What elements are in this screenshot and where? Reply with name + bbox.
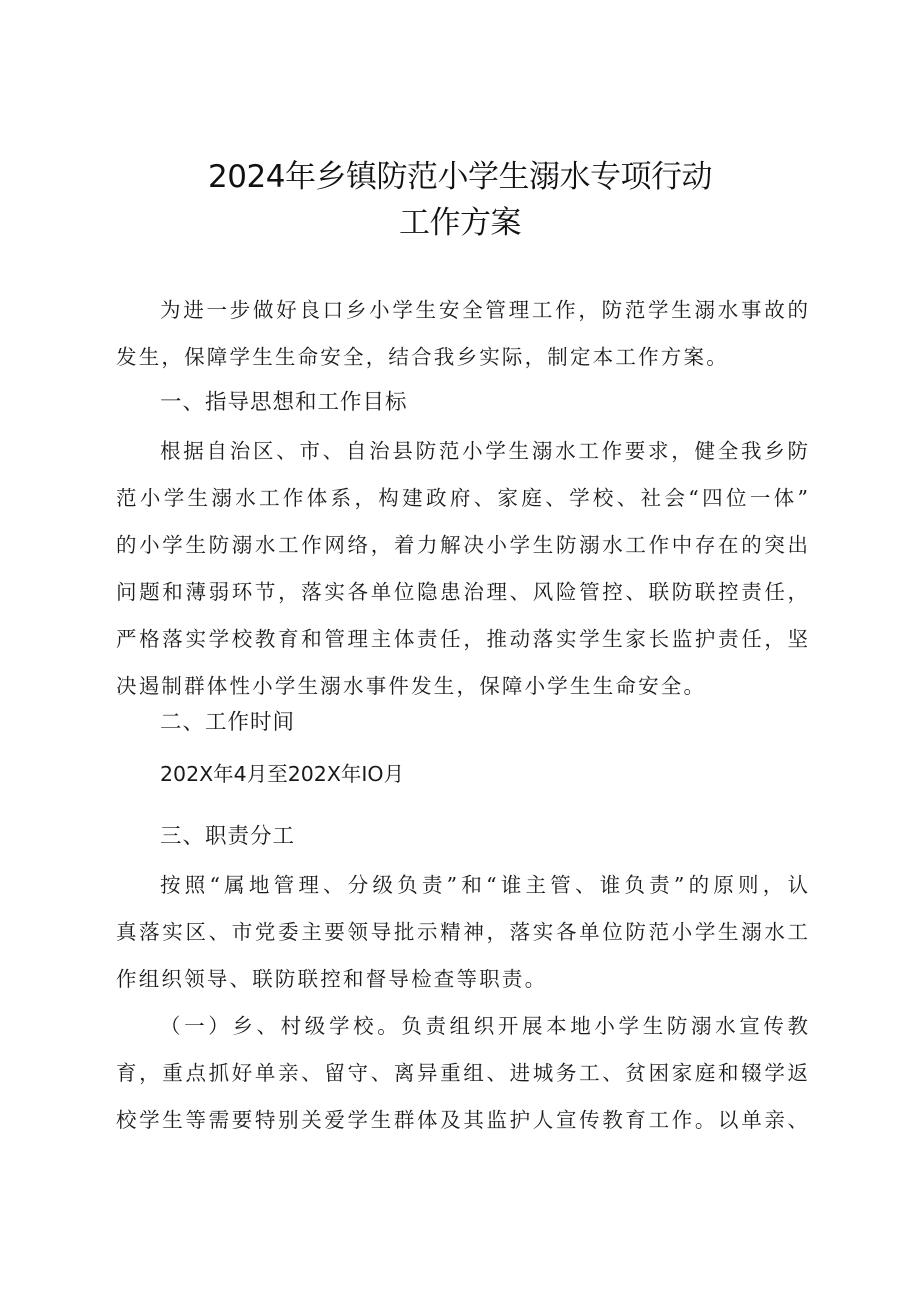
document-title-line-2: 工作方案 bbox=[399, 205, 521, 241]
intro-line-2: 发生，保障学生生命安全，结合我乡实际，制定本工作方案。 bbox=[116, 345, 729, 369]
section-1-line-3: 的小学生防溺水工作网络，着力解决小学生防溺水工作中存在的突出 bbox=[116, 533, 808, 557]
section-3-line-1: 按照“属地管理、分级负责”和“谁主管、谁负责”的原则，认 bbox=[160, 873, 808, 897]
subsection-1-line-3: 校学生等需要特别关爱学生群体及其监护人宣传教育工作。以单亲、 bbox=[116, 1108, 808, 1132]
section-2-heading: 二、工作时间 bbox=[160, 710, 296, 735]
section-3-line-3: 作组织领导、联防联控和督导检查等职责。 bbox=[116, 967, 548, 991]
subsection-1-line-2: 育，重点抓好单亲、留守、离异重组、进城务工、贫困家庭和辍学返 bbox=[116, 1061, 808, 1085]
section-1-line-4: 问题和薄弱环节，落实各单位隐患治理、风险管控、联防联控责任， bbox=[116, 580, 808, 604]
section-1-line-6: 决遏制群体性小学生溺水事件发生，保障小学生生命安全。 bbox=[116, 674, 707, 698]
subsection-1-line-1: （一）乡、村级学校。负责组织开展本地小学生防溺水宣传教 bbox=[160, 1014, 808, 1038]
section-1-heading: 一、指导思想和工作目标 bbox=[160, 390, 408, 415]
section-3-heading: 三、职责分工 bbox=[160, 824, 296, 849]
intro-line-1: 为进一步做好良口乡小学生安全管理工作，防范学生溺水事故的 bbox=[160, 298, 808, 322]
document-title-line-1: 2024年乡镇防范小学生溺水专项行动 bbox=[208, 159, 712, 195]
section-2-body: 202X年4月至202X年IO月 bbox=[160, 762, 405, 786]
section-1-line-5: 严格落实学校教育和管理主体责任，推动落实学生家长监护责任，坚 bbox=[116, 627, 808, 651]
section-3-line-2: 真落实区、市党委主要领导批示精神，落实各单位防范小学生溺水工 bbox=[116, 920, 808, 944]
section-1-line-2: 范小学生溺水工作体系，构建政府、家庭、学校、社会“四位一体” bbox=[116, 486, 808, 510]
section-1-line-1: 根据自治区、市、自治县防范小学生溺水工作要求，健全我乡防 bbox=[160, 439, 808, 463]
